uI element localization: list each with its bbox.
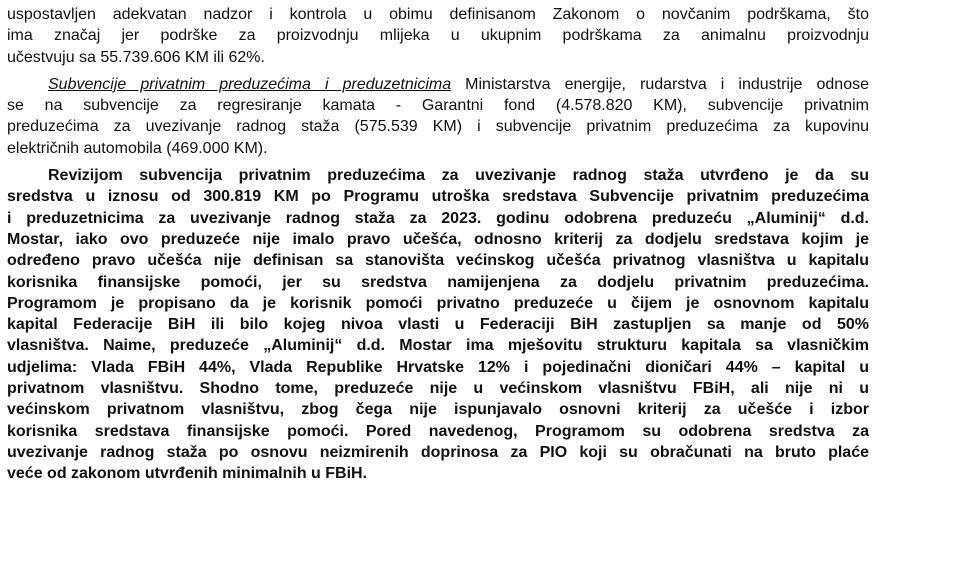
text-line: korisnika sredstava finansijske pomoći. Pored navedenog, Programom su odobrena sredstva za [7, 422, 869, 440]
text-line: udjelima: Vlada FBiH 44%, Vlada Republike Hrvatske 12% i pojedinačni dioničari 44% – kapital u [7, 358, 869, 376]
text-line: kapital Federacije BiH ili bilo kojeg nivoa vlasti u Federaciji BiH zastupljen sa manje od 50% [7, 316, 869, 334]
text-line: većinskom privatnom vlasništvu, zbog čega nije ispunjavalo osnovni kriterij za učešće i izbor [7, 401, 869, 419]
text-line: i preduzetnicima za uvezivanje radnog staža za 2023. godinu odobrena preduzeću „Aluminij“ d.d. [7, 209, 869, 227]
text-line: se na subvencije za regresiranje kamata - Garantni fond (4.578.820 KM), subvencije privatnim [7, 97, 869, 115]
paragraph-audit-finding [7, 165, 869, 484]
document-page [7, 4, 869, 485]
paragraph-subsidies-overview [7, 74, 869, 159]
text-line: vlasništva. Naime, preduzeće „Aluminij“ d.d. Mostar ima mješovitu strukturu kapitala sa vlasničkim [7, 337, 869, 355]
paragraph-milk-support [7, 4, 869, 68]
text-line [7, 74, 869, 95]
text-line: preduzećima za uvezivanje radnog staža (575.539 KM) i subvencije privatnim preduzećima za kupovinu [7, 118, 869, 136]
text-line: Mostar, iako ovo preduzeće nije imalo pravo učešća, odnosno kriterij za dodjelu sredstava kojim je [7, 230, 869, 248]
text-line: privatnom vlasništvu. Shodno tome, preduzeće nije u većinskom vlasništvu FBiH, ali nije ni u [7, 380, 869, 398]
text-run: Ministarstva energije, rudarstva i industrije odnose [451, 75, 870, 93]
text-line: Programom je propisano da je korisnik pomoći privatno preduzeće u čijem je osnovnom kapitalu [7, 294, 869, 312]
text-line: Revizijom subvencija privatnim preduzećima za uvezivanje radnog staža utvrđeno je da su [48, 167, 869, 185]
text-line: električnih automobila (469.000 KM). [7, 139, 268, 157]
text-line: određeno pravo učešća nije definisan sa stanovišta većinskog učešća privatnog vlasništva u kapitalu [7, 252, 869, 270]
text-line: učestvuju sa 55.739.606 KM ili 62%. [7, 48, 265, 66]
text-line: veće od zakonom utvrđenih minimalnih u FBiH. [7, 465, 368, 483]
text-line: uvezivanje radnog staža po osnovu neizmirenih doprinosa za PIO koji su obračunati na bruto plaće [7, 443, 869, 461]
text-line: ima značaj jer podrške za proizvodnju mlijeka u ukupnim podrškama za animalnu proizvodnju [7, 27, 869, 45]
text-line: sredstva u iznosu od 300.819 KM po Programu utroška sredstava Subvencije privatnim preduzećima [7, 188, 869, 206]
text-line: korisnika finansijske pomoći, jer su sredstva namijenjena za dodjelu privatnim preduzećima. [7, 273, 869, 291]
section-heading-subsidies: Subvencije privatnim preduzećima i preduzetnicima [48, 75, 452, 93]
text-line: uspostavljen adekvatan nadzor i kontrola u obimu definisanom Zakonom o novčanim podrškama, što [7, 6, 869, 23]
